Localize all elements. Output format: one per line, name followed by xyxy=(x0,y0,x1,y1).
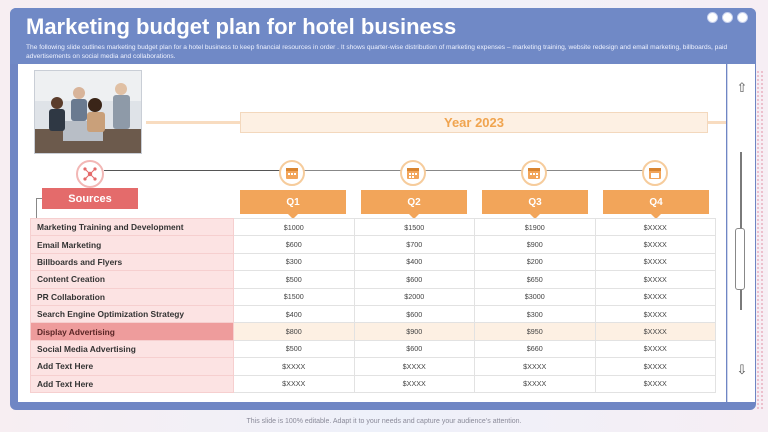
page-description: The following slide outlines marketing budget plan for a hotel business to keep financial resources in order . It shows quarter-wise distribution of marketing expenses – marketing training, website redesign and email marketing, billboards, paid advertisements on social media and collaborations. xyxy=(26,44,728,60)
calendar-icon xyxy=(400,160,426,186)
value-cell-q4: $XXXX xyxy=(595,358,716,375)
table-row xyxy=(31,340,716,357)
value-cell-q4: $XXXX xyxy=(595,253,716,270)
value-cell-q1: $1500 xyxy=(234,288,355,305)
connector-line xyxy=(104,170,292,171)
value-cell-q4: $XXXX xyxy=(595,375,716,392)
window-button-1[interactable] xyxy=(707,12,718,23)
source-cell: PR Collaboration xyxy=(31,288,234,305)
value-cell-q1: $1000 xyxy=(234,219,355,236)
sources-header: Sources xyxy=(42,188,138,209)
value-cell-q3: $1900 xyxy=(475,219,596,236)
source-cell: Display Advertising xyxy=(31,323,234,340)
calendar-icon xyxy=(642,160,668,186)
year-label: Year 2023 xyxy=(240,112,708,133)
source-cell: Add Text Here xyxy=(31,358,234,375)
value-cell-q4: $XXXX xyxy=(595,271,716,288)
table-row xyxy=(31,375,716,392)
value-cell-q4: $XXXX xyxy=(595,323,716,340)
value-cell-q1: $XXXX xyxy=(234,375,355,392)
connector-line-quarters xyxy=(292,170,656,171)
scrollbar[interactable] xyxy=(727,64,755,402)
value-cell-q1: $XXXX xyxy=(234,358,355,375)
quarter-header-q4: Q4 xyxy=(603,190,709,214)
value-cell-q1: $400 xyxy=(234,305,355,322)
page-title: Marketing budget plan for hotel business xyxy=(26,14,457,39)
team-photo xyxy=(34,70,142,154)
table-row xyxy=(31,236,716,253)
value-cell-q2: $600 xyxy=(354,271,475,288)
value-cell-q4: $XXXX xyxy=(595,340,716,357)
quarter-header-q2: Q2 xyxy=(361,190,467,214)
value-cell-q3: $3000 xyxy=(475,288,596,305)
source-cell: Marketing Training and Development xyxy=(31,219,234,236)
window-controls xyxy=(707,12,748,23)
source-cell: Search Engine Optimization Strategy xyxy=(31,305,234,322)
source-cell: Add Text Here xyxy=(31,375,234,392)
footer-note: This slide is 100% editable. Adapt it to your needs and capture your audience’s attention. xyxy=(246,418,522,425)
value-cell-q4: $XXXX xyxy=(595,288,716,305)
value-cell-q1: $500 xyxy=(234,340,355,357)
source-cell: Billboards and Flyers xyxy=(31,253,234,270)
table-row xyxy=(31,358,716,375)
budget-table xyxy=(30,218,716,393)
value-cell-q3: $900 xyxy=(475,236,596,253)
value-cell-q4: $XXXX xyxy=(595,219,716,236)
value-cell-q2: $XXXX xyxy=(354,375,475,392)
table-row xyxy=(31,288,716,305)
value-cell-q2: $600 xyxy=(354,340,475,357)
value-cell-q4: $XXXX xyxy=(595,305,716,322)
network-icon xyxy=(76,160,104,188)
scroll-thumb[interactable] xyxy=(735,228,745,290)
table-row xyxy=(31,271,716,288)
source-cell: Social Media Advertising xyxy=(31,340,234,357)
value-cell-q1: $600 xyxy=(234,236,355,253)
value-cell-q2: $XXXX xyxy=(354,358,475,375)
header xyxy=(10,8,756,64)
value-cell-q3: $300 xyxy=(475,305,596,322)
window-button-3[interactable] xyxy=(737,12,748,23)
value-cell-q4: $XXXX xyxy=(595,236,716,253)
value-cell-q3: $200 xyxy=(475,253,596,270)
table-row xyxy=(31,253,716,270)
value-cell-q2: $1500 xyxy=(354,219,475,236)
source-cell: Email Marketing xyxy=(31,236,234,253)
calendar-icon xyxy=(521,160,547,186)
value-cell-q2: $400 xyxy=(354,253,475,270)
value-cell-q1: $800 xyxy=(234,323,355,340)
value-cell-q3: $XXXX xyxy=(475,358,596,375)
value-cell-q2: $600 xyxy=(354,305,475,322)
value-cell-q2: $900 xyxy=(354,323,475,340)
arrow-down-icon[interactable]: ⇩ xyxy=(736,362,748,377)
quarter-header-q3: Q3 xyxy=(482,190,588,214)
table-row xyxy=(31,219,716,236)
value-cell-q3: $660 xyxy=(475,340,596,357)
arrow-up-icon[interactable]: ⇧ xyxy=(736,80,748,95)
value-cell-q3: $650 xyxy=(475,271,596,288)
source-cell: Content Creation xyxy=(31,271,234,288)
window-button-2[interactable] xyxy=(722,12,733,23)
value-cell-q2: $700 xyxy=(354,236,475,253)
quarter-header-q1: Q1 xyxy=(240,190,346,214)
value-cell-q3: $XXXX xyxy=(475,375,596,392)
decorative-dots xyxy=(756,70,764,410)
value-cell-q1: $300 xyxy=(234,253,355,270)
value-cell-q1: $500 xyxy=(234,271,355,288)
calendar-icon xyxy=(279,160,305,186)
table-row xyxy=(31,305,716,322)
value-cell-q2: $2000 xyxy=(354,288,475,305)
table-row xyxy=(31,323,716,340)
value-cell-q3: $950 xyxy=(475,323,596,340)
